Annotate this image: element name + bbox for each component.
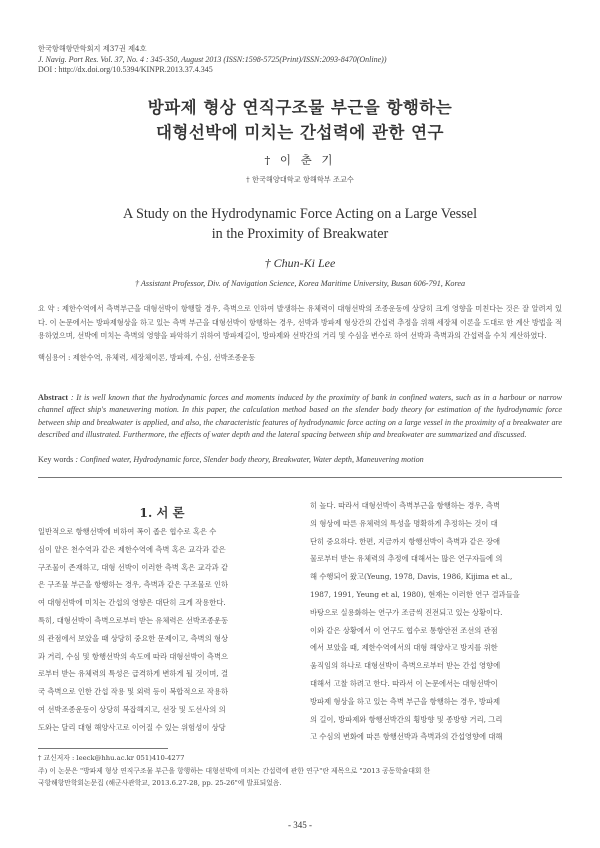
body-text-line: 여 대형선박에 미치는 간섭의 영향은 대단히 크게 작용한다. [38, 598, 226, 608]
keywords-label: Key words [38, 455, 74, 464]
footnote-corresponding: † 교신저자 : leeck@hhu.ac.kr 051)410-4277 [38, 754, 185, 762]
body-text-line: 방파제 형상을 하고 있는 측벽 부근을 항행하는 경우, 방파제 [310, 696, 501, 706]
body-text-line: 물로부터 받는 유체력의 추정에 대해서는 많은 연구자들에 의 [310, 554, 503, 564]
body-text-line: 일반적으로 항행선박에 비하여 폭이 좁은 협수로 혹은 수 [38, 527, 217, 536]
body-text-line: 도와는 달리 대형 해양사고로 이어질 수 있는 위험성이 상당 [38, 722, 226, 732]
body-text-line: 심이 얕은 천수역과 같은 제한수역에 측벽 혹은 교각과 같은 [38, 544, 226, 554]
body-text-line: 과 거리, 수심 및 항행선박의 속도에 따라 대형선박이 측벽으 [38, 651, 229, 661]
body-text-line: 여 선박조종운동이 상당히 복잡해지고, 선장 및 도선사의 의 [38, 704, 226, 714]
section-title: 1. 서 론 [139, 505, 185, 520]
body-text-line: 국 측벽으로 인한 간섭 작용 및 외력 등이 복합적으로 작용하 [38, 687, 229, 697]
left-column [38, 523, 286, 737]
body-text-line: 의 길이, 방파제와 항행선박간의 횡방향 및 종방향 거리, 그리 [310, 714, 503, 724]
korean-author: † 이 춘 기 [264, 153, 336, 167]
page-number: - 345 - [288, 820, 312, 830]
body-text-line: 의 형상에 따른 유체력의 특성을 명확하게 추정하는 것이 대 [310, 518, 498, 528]
keywords-text: : Confined water, Hydrodynamic force, Slender body theory, Breakwater, Water depth, Maneuvering motion [73, 455, 424, 464]
journal-name: 한국항해항만학회지 제37권 제4호 [38, 44, 147, 53]
footnote-note-2: 국항해항만학회논문집 (해군사관학교, 2013.6.27-28, pp. 25-26"에 발표되었음. [38, 779, 282, 787]
body-text-line: 단히 중요하다. 한편, 지금까지 항행선박이 측벽과 같은 장애 [310, 536, 501, 546]
english-keywords [38, 454, 562, 466]
korean-title-line-2: 대형선박에 미치는 간섭력에 관한 연구 [155, 123, 444, 142]
journal-header [38, 44, 386, 76]
body-text-line: 의 관점에서 보았을 때 상당히 중요한 문제이고, 측벽의 형상 [38, 633, 229, 643]
abstract-divider [38, 477, 562, 478]
korean-affiliation: † 한국해양대학교 항해학부 조교수 [246, 175, 354, 184]
english-affiliation: † Assistant Professor, Div. of Navigation Science, Korea Maritime University, Busan 606-791, Korea [134, 279, 466, 288]
body-text-line: 움직임의 하나로 대형선박이 측벽으로부터 받는 간섭 영향에 [310, 661, 501, 671]
english-author: † Chun-Ki Lee [264, 256, 336, 270]
abstract-text: : It is well known that the hydrodynamic forces and moments induced by the proximity of bank in confined waters, such as in a harbour or narrow channel affect ship's maneuvering motion. In this paper, the calculation method based on the slender body theory for estimation of the hydrodynamic force between ship and breakwater is applied, and also, the characteristic features of hydrodynamic force acting on a large vessel in the proximity of a breakwater are described and illustrated. Furthermore, the effects of water depth and the lateral spacing between ship and breakwater are summarized and discussed. [38, 393, 562, 439]
body-text-line: 특히, 대형선박이 측벽으로부터 받는 유체력은 선박조종운동 [38, 615, 229, 625]
body-text-line: 해 수행되어 왔고(Yeung, 1978, Davis, 1986, Kijima et al., [310, 572, 513, 582]
citation-line: J. Navig. Port Res. Vol. 37, No. 4 : 345-350, August 2013 (ISSN:1598-5725(Print)/ISSN:2093-8470(Online)) [38, 54, 387, 64]
korean-keywords: 핵심용어 : 제한수역, 유체력, 세장체이론, 방파제, 수심, 선박조종운동 [38, 353, 256, 362]
body-text-line: 이와 같은 상황에서 이 연구도 협수로 통항안전 조선의 관점 [310, 625, 498, 635]
body-text-line: 히 높다. 따라서 대형선박이 측벽부근을 항행하는 경우, 측벽 [310, 501, 501, 510]
doi-line: DOI : http://dx.doi.org/10.5394/KINPR.2013.37.4.345 [38, 65, 213, 74]
body-text-line: 로부터 받는 유체력의 특성은 급격하게 변하게 될 것이며, 결 [38, 669, 229, 679]
korean-abstract: 요 약 : 제한수역에서 측벽부근을 대형선박이 항행할 경우, 측벽으로 인하여 발생하는 유체력이 대형선박의 조종운동에 상당히 크게 영향을 미친다는 것은 잘 알려져 있다. 이 논문에서는 방파제형상을 하고 있는 측벽 부근을 대형선박이 항행하는 경우, 선박과 방파제 형상간의 간섭력 추정을 위해 세장체 이론을 도대로 한 계산 방법을 적용하였으며, 선박에 미치는 측벽의 영향을 파악하기 위하여 방파제길이, 방파제와 선박간의 거리 및 수심을 변수로 하여 선박과 측벽과의 간섭력을 수치 계산하였다. [38, 304, 562, 340]
body-text-line: 대해서 고찰 하려고 한다. 따라서 이 논문에서는 대형선박이 [310, 678, 498, 688]
korean-title-line-1: 방파제 형상 연직구조물 부근을 항행하는 [147, 98, 453, 117]
body-text-line: 고 수심의 변화에 따른 항행선박과 측벽과의 간섭영향에 대해 [310, 732, 503, 742]
body-text-line: 에서 보았을 때, 제한수역에서의 대형 해양사고 방지를 위한 [310, 643, 498, 653]
footnote-rule [38, 748, 168, 749]
english-title-line-1: A Study on the Hydrodynamic Force Acting on a Large Vessel [122, 206, 478, 222]
body-text-line: 바탕으로 실용화하는 연구가 조금씩 진전되고 있는 상황이다. [310, 607, 503, 617]
footnote-note-1: 주) 이 논문은 "방파제 형상 연직구조물 부근을 항행하는 대형선박에 미치는 간섭력에 관한 연구"란 제목으로 "2013 공동학술대회 한 [38, 767, 431, 775]
body-text-line: 은 구조물 부근을 항행하는 경우, 측벽과 같은 구조물로 인하 [38, 580, 229, 590]
english-title-line-2: in the Proximity of Breakwater [211, 226, 389, 242]
body-text-line: 1987, 1991, Yeung et al, 1980), 현재는 이러한 연구 결과들을 [310, 589, 520, 599]
abstract-label: Abstract [38, 393, 69, 402]
right-column [310, 497, 562, 746]
body-text-line: 구조물이 존재하고, 대형 선박이 이러한 측벽 혹은 교각과 같 [38, 562, 229, 572]
english-abstract [38, 392, 562, 441]
